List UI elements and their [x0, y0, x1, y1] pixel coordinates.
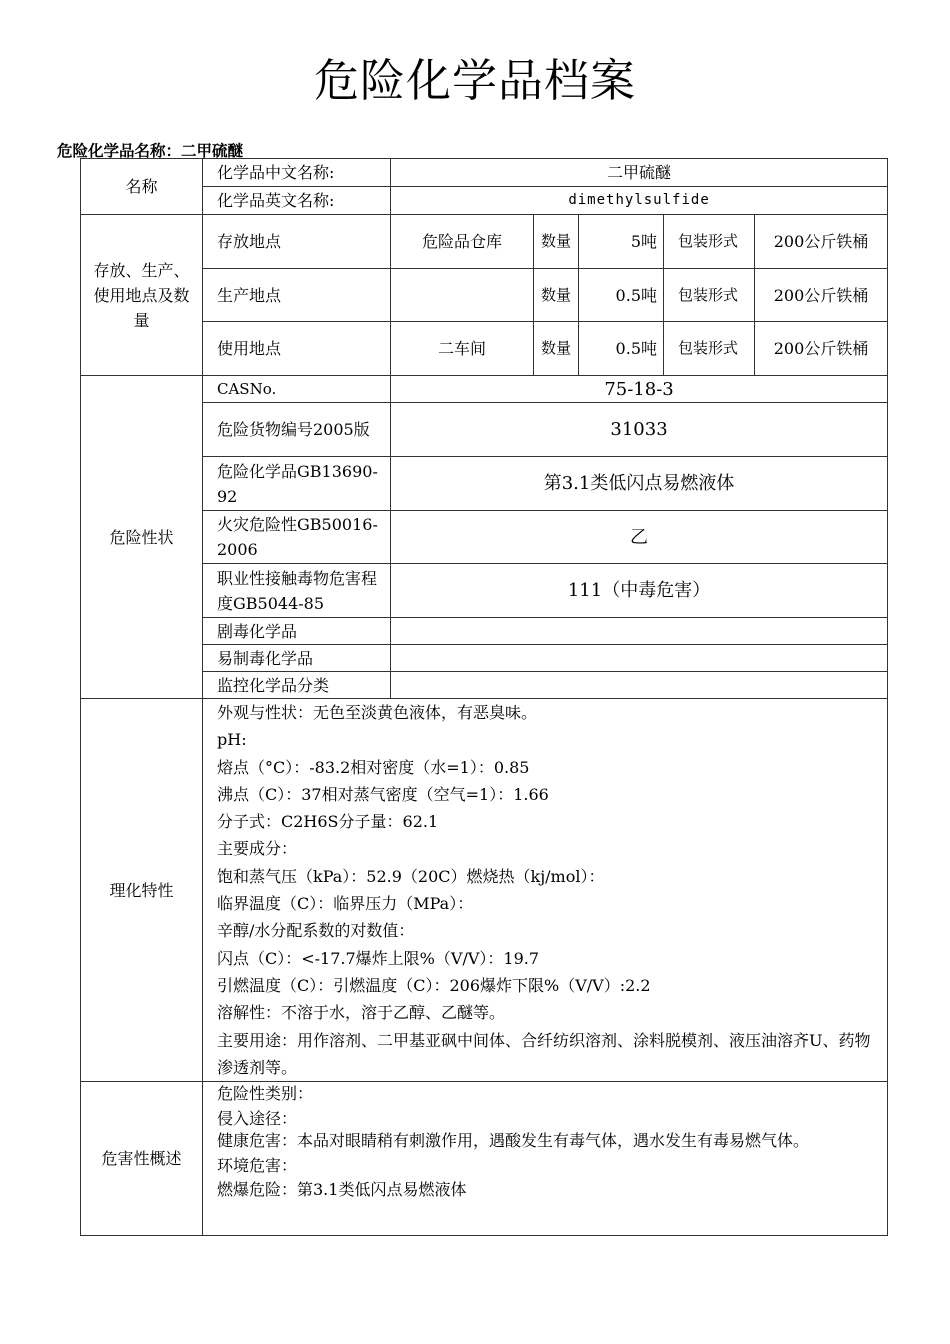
physchem-content [203, 699, 888, 1082]
physchem-line: 主要用途：用作溶剂、二甲基亚砜中间体、合纤纺织溶剂、涂料脱模剂、液压油溶齐U、药物渗透剂等。 [217, 1030, 871, 1077]
hazard-props-label: 危险性状 [81, 376, 203, 699]
storage-pack: 200公斤铁桶 [755, 215, 888, 269]
highly-toxic-label: 剧毒化学品 [203, 618, 391, 645]
production-qty: 0.5吨 [579, 269, 664, 322]
physchem-line: 辛醇/水分配系数的对数值： [217, 921, 415, 941]
storage-place: 危险品仓库 [391, 215, 534, 269]
pack-label: 包装形式 [664, 215, 755, 269]
en-name-label: 化学品英文名称: [203, 187, 391, 215]
physchem-line: 外观与性状：无色至淡黄色液体，有恶臭味。 [217, 703, 538, 722]
production-place [391, 269, 534, 322]
hazard-overview-label: 危害性概述 [81, 1082, 203, 1236]
fire-hazard-label: 火灾危险性GB50016-2006 [203, 511, 391, 564]
cn-name-value: 二甲硫醚 [391, 159, 888, 187]
physchem-label: 理化特性 [81, 699, 203, 1082]
physchem-line: 沸点（C）：37相对蒸气密度（空气=1）：1.66 [217, 784, 549, 804]
storage-qty: 5吨 [579, 215, 664, 269]
storage-row-label: 存放地点 [203, 215, 391, 269]
hazard-line: 侵入途径： [217, 1108, 298, 1128]
un-number-label: 危险货物编号2005版 [203, 403, 391, 457]
cas-label: CASNo. [203, 376, 391, 403]
production-row-label: 生产地点 [203, 269, 391, 322]
physchem-line: 溶解性：不溶于水，溶于乙醇、乙醚等。 [217, 1003, 506, 1023]
toxicity-value: 111（中毒危害） [391, 564, 888, 618]
chemical-record-table [80, 158, 888, 1236]
production-pack: 200公斤铁桶 [755, 269, 888, 322]
en-name-value: dimethylsulfide [391, 187, 888, 215]
toxicity-label: 职业性接触毒物危害程度GB5044-85 [203, 564, 391, 618]
physchem-line: 引燃温度（C）：引燃温度（C）：206爆炸下限%（V/V）:2.2 [217, 975, 651, 995]
physchem-line: 饱和蒸气压（kPa）：52.9（20C）燃烧热（kj/mol）： [217, 866, 605, 886]
precursor-value [391, 645, 888, 672]
un-number-value: 31033 [391, 403, 888, 457]
physchem-line: pH: [217, 730, 247, 750]
cas-value: 75-18-3 [391, 376, 888, 403]
gb13690-value: 第3.1类低闪点易燃液体 [391, 457, 888, 511]
fire-hazard-value: 乙 [391, 511, 888, 564]
pack-label: 包装形式 [664, 322, 755, 376]
controlled-value [391, 672, 888, 699]
usage-place: 二车间 [391, 322, 534, 376]
hazard-overview-content [203, 1082, 888, 1236]
name-section-label: 名称 [81, 159, 203, 215]
precursor-label: 易制毒化学品 [203, 645, 391, 672]
physchem-line: 分子式：C2H6S分子量：62.1 [217, 812, 439, 832]
document-title: 危险化学品档案 [313, 54, 636, 107]
hazard-line: 燃爆危险：第3.1类低闪点易燃液体 [217, 1180, 467, 1200]
pack-label: 包装形式 [664, 269, 755, 322]
qty-label: 数量 [534, 215, 579, 269]
controlled-label: 监控化学品分类 [203, 672, 391, 699]
qty-label: 数量 [534, 269, 579, 322]
physchem-line: 主要成分： [217, 839, 298, 859]
physchem-line: 闪点（C）：<-17.7爆炸上限%（V/V）：19.7 [217, 948, 540, 968]
physchem-line: 临界温度（C）：临界压力（MPa）： [217, 894, 474, 914]
physchem-line: 熔点（°C）：-83.2相对密度（水=1）：0.85 [217, 757, 530, 777]
cn-name-label: 化学品中文名称: [203, 159, 391, 187]
usage-qty: 0.5吨 [579, 322, 664, 376]
hazard-line: 危险性类别： [217, 1084, 314, 1104]
hazard-line: 健康危害：本品对眼睛稍有刺激作用，遇酸发生有毒气体，遇水发生有毒易燃气体。 [217, 1130, 810, 1150]
highly-toxic-value [391, 618, 888, 645]
usage-pack: 200公斤铁桶 [755, 322, 888, 376]
chemical-name-heading: 危险化学品名称：二甲硫醚 [57, 142, 244, 160]
gb13690-label: 危险化学品GB13690-92 [203, 457, 391, 511]
usage-row-label: 使用地点 [203, 322, 391, 376]
storage-section-label: 存放、生产、使用地点及数量 [81, 215, 203, 376]
hazard-line: 环境危害： [217, 1155, 298, 1175]
qty-label: 数量 [534, 322, 579, 376]
